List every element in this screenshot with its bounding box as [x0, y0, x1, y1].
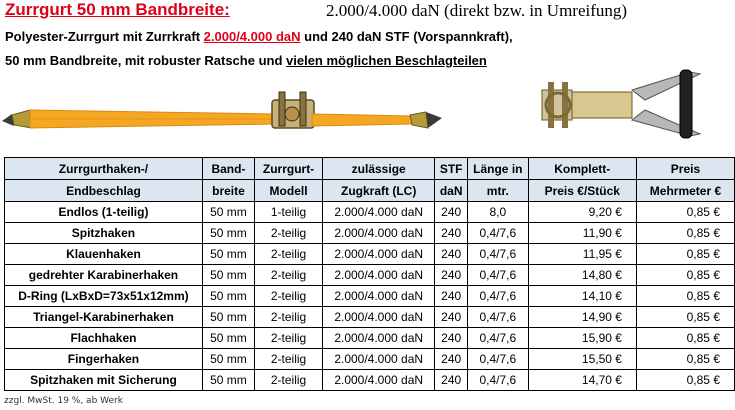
- col-header: Preis €/Stück: [528, 180, 636, 202]
- table-cell: 2.000/4.000 daN: [323, 349, 435, 370]
- table-cell: 0,85 €: [636, 202, 734, 223]
- col-header: daN: [435, 180, 468, 202]
- table-cell: Flachhaken: [5, 328, 203, 349]
- table-cell: Endlos (1-teilig): [5, 202, 203, 223]
- table-cell: 2-teilig: [255, 265, 323, 286]
- table-cell: 2.000/4.000 daN: [323, 244, 435, 265]
- table-cell: 2.000/4.000 daN: [323, 328, 435, 349]
- table-cell: 11,90 €: [528, 223, 636, 244]
- table-cell: 50 mm: [202, 370, 254, 391]
- table-cell: 0,4/7,6: [468, 370, 529, 391]
- description-line-1: [5, 29, 513, 44]
- table-cell: 50 mm: [202, 244, 254, 265]
- table-cell: 50 mm: [202, 223, 254, 244]
- col-header: Endbeschlag: [5, 180, 203, 202]
- col-header: STF: [435, 158, 468, 180]
- table-cell: 50 mm: [202, 265, 254, 286]
- table-cell: 14,70 €: [528, 370, 636, 391]
- table-cell: 50 mm: [202, 286, 254, 307]
- table-cell: 2.000/4.000 daN: [323, 286, 435, 307]
- table-cell: 2.000/4.000 daN: [323, 307, 435, 328]
- page-subtitle: 2.000/4.000 daN (direkt bzw. in Umreifung): [326, 1, 628, 20]
- table-row: [5, 244, 735, 265]
- table-cell: Spitzhaken: [5, 223, 203, 244]
- col-header: Komplett-: [528, 158, 636, 180]
- table-cell: 2.000/4.000 daN: [323, 202, 435, 223]
- table-cell: 2-teilig: [255, 286, 323, 307]
- lashing-force-highlight: 2.000/4.000 daN: [203, 29, 301, 44]
- col-header: Länge in: [468, 158, 529, 180]
- table-cell: 0,4/7,6: [468, 349, 529, 370]
- table-cell: 240: [435, 370, 468, 391]
- fittings-link[interactable]: vielen möglichen Beschlagteilen: [286, 53, 487, 68]
- ratchet-strap-image: [0, 88, 445, 140]
- table-row: [5, 328, 735, 349]
- col-header: mtr.: [468, 180, 529, 202]
- table-row: [5, 265, 735, 286]
- table-cell: 50 mm: [202, 349, 254, 370]
- table-cell: 50 mm: [202, 307, 254, 328]
- table-cell: 2-teilig: [255, 307, 323, 328]
- description-text: 50 mm Bandbreite, mit robuster Ratsche und: [5, 53, 287, 68]
- col-header: Band-: [202, 158, 254, 180]
- table-cell: Spitzhaken mit Sicherung: [5, 370, 203, 391]
- table-cell: 0,4/7,6: [468, 244, 529, 265]
- table-cell: 240: [435, 307, 468, 328]
- table-cell: 1-teilig: [255, 202, 323, 223]
- table-cell: 14,90 €: [528, 307, 636, 328]
- table-row: [5, 307, 735, 328]
- table-cell: Triangel-Karabinerhaken: [5, 307, 203, 328]
- table-cell: 0,4/7,6: [468, 307, 529, 328]
- table-cell: 0,85 €: [636, 265, 734, 286]
- table-cell: 0,4/7,6: [468, 265, 529, 286]
- table-cell: 240: [435, 244, 468, 265]
- table-cell: 50 mm: [202, 328, 254, 349]
- table-row: [5, 202, 735, 223]
- table-header-row: [5, 158, 735, 180]
- col-header: breite: [202, 180, 254, 202]
- table-cell: 2.000/4.000 daN: [323, 265, 435, 286]
- table-cell: 9,20 €: [528, 202, 636, 223]
- table-cell: 0,4/7,6: [468, 328, 529, 349]
- table-cell: 240: [435, 328, 468, 349]
- col-header: Mehrmeter €: [636, 180, 734, 202]
- table-cell: 2-teilig: [255, 328, 323, 349]
- table-cell: 240: [435, 349, 468, 370]
- table-cell: 11,95 €: [528, 244, 636, 265]
- table-cell: D-Ring (LxBxD=73x51x12mm): [5, 286, 203, 307]
- table-cell: gedrehter Karabinerhaken: [5, 265, 203, 286]
- table-cell: 8,0: [468, 202, 529, 223]
- col-header: Zugkraft (LC): [323, 180, 435, 202]
- description-text: und 240 daN STF (Vorspannkraft),: [300, 29, 513, 44]
- table-cell: 240: [435, 223, 468, 244]
- table-cell: 2-teilig: [255, 349, 323, 370]
- col-header: zulässige: [323, 158, 435, 180]
- table-cell: 15,50 €: [528, 349, 636, 370]
- table-cell: 2.000/4.000 daN: [323, 370, 435, 391]
- table-cell: 50 mm: [202, 202, 254, 223]
- page-title: Zurrgurt 50 mm Bandbreite:: [5, 0, 230, 19]
- table-row: [5, 370, 735, 391]
- description-text: Polyester-Zurrgurt mit Zurrkraft: [5, 29, 204, 44]
- table-cell: 0,4/7,6: [468, 286, 529, 307]
- table-cell: 14,80 €: [528, 265, 636, 286]
- table-cell: 0,85 €: [636, 349, 734, 370]
- table-cell: 0,85 €: [636, 307, 734, 328]
- table-cell: 0,85 €: [636, 370, 734, 391]
- table-cell: 240: [435, 286, 468, 307]
- table-cell: 2-teilig: [255, 244, 323, 265]
- table-cell: 0,85 €: [636, 244, 734, 265]
- table-row: [5, 349, 735, 370]
- description-line-2: [5, 53, 487, 68]
- price-table: [4, 157, 735, 391]
- table-cell: 2-teilig: [255, 223, 323, 244]
- table-body: [5, 202, 735, 391]
- table-row: [5, 223, 735, 244]
- table-cell: 0,85 €: [636, 286, 734, 307]
- table-cell: 2.000/4.000 daN: [323, 223, 435, 244]
- table-cell: 14,10 €: [528, 286, 636, 307]
- footnote: zzgl. MwSt. 19 %, ab Werk: [4, 396, 123, 406]
- col-header: Preis: [636, 158, 734, 180]
- table-cell: 0,85 €: [636, 223, 734, 244]
- table-cell: 0,4/7,6: [468, 223, 529, 244]
- ratchet-closeup-image: [540, 60, 710, 150]
- table-cell: 2-teilig: [255, 370, 323, 391]
- table-cell: 240: [435, 265, 468, 286]
- table-row: [5, 286, 735, 307]
- col-header: Modell: [255, 180, 323, 202]
- table-cell: 240: [435, 202, 468, 223]
- table-cell: 15,90 €: [528, 328, 636, 349]
- table-cell: Klauenhaken: [5, 244, 203, 265]
- table-cell: 0,85 €: [636, 328, 734, 349]
- col-header: Zurrgurt-: [255, 158, 323, 180]
- table-cell: Fingerhaken: [5, 349, 203, 370]
- col-header: Zurrgurthaken-/: [5, 158, 203, 180]
- table-header-row: [5, 180, 735, 202]
